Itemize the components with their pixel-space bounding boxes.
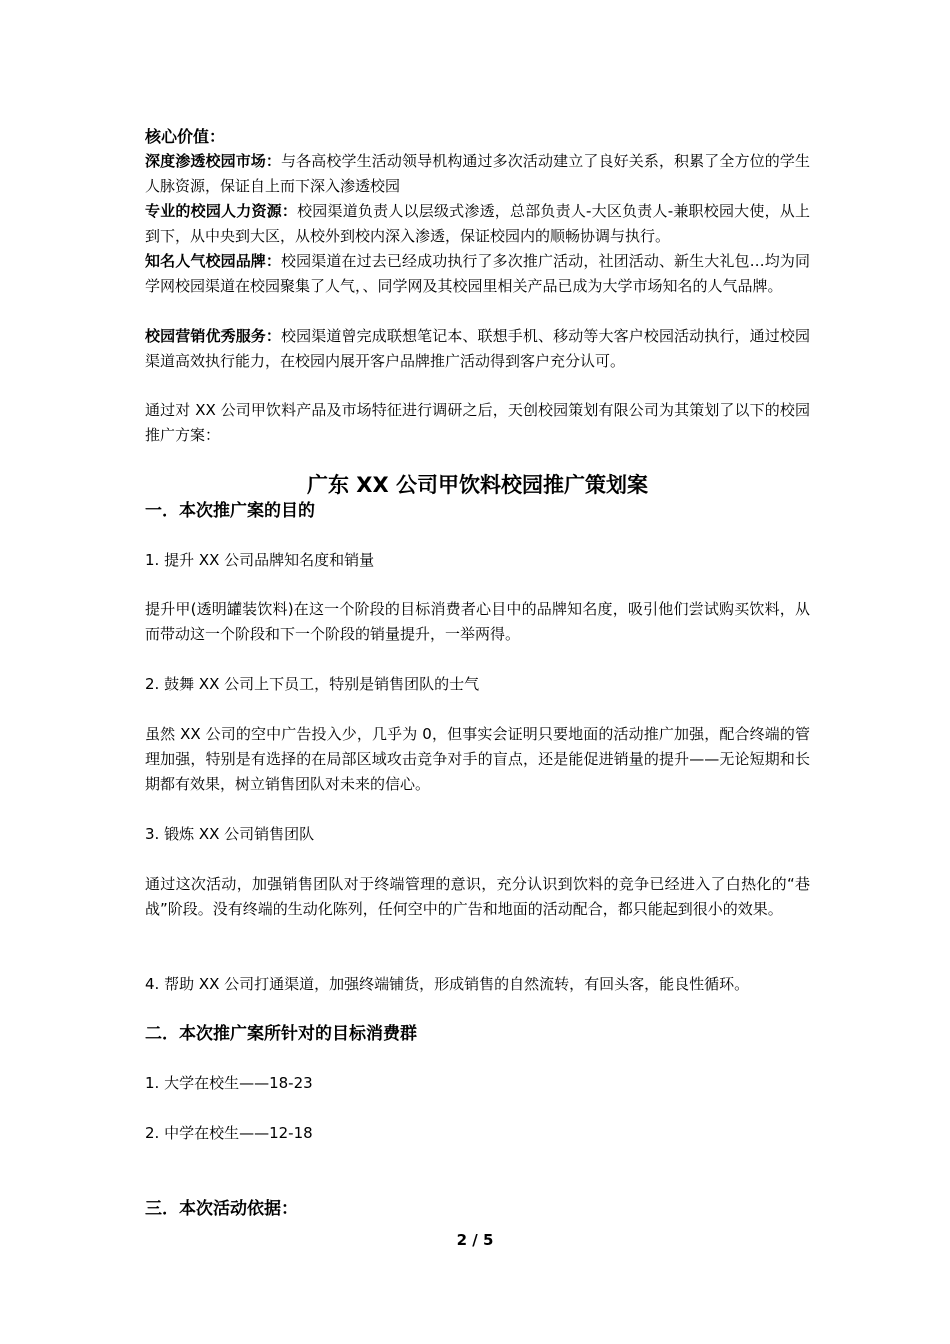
intro-paragraph: 通过对 XX 公司甲饮料产品及市场特征进行调研之后，天创校园策划有限公司为其策划了以下的校园推广方案： (145, 401, 810, 444)
section1-item4: 4. 帮助 XX 公司打通渠道，加强终端铺货，形成销售的自然流转，有回头客，能良性循环。 (145, 975, 750, 993)
page-number: 2 / 5 (456, 1231, 494, 1249)
core-item-text: 校园渠道曾完成联想笔记本、联想手机、移动等大客户校园活动执行，通过校园渠道高效执行能力，在校园内展开客户品牌推广活动得到客户充分认可。 (145, 327, 810, 370)
core-item-text: 校园渠道在过去已经成功执行了多次推广活动，社团活动、新生大礼包…均为同学网校园渠道在校园聚集了人气，、同学网及其校园里相关产品已成为大学市场知名的人气品牌。 (145, 252, 810, 295)
document-title: 广东 XX 公司甲饮料校园推广策划案 (306, 473, 648, 497)
core-item-label: 校园营销优秀服务： (145, 327, 282, 345)
core-item-label: 知名人气校园品牌： (145, 252, 282, 270)
section1-para3: 通过这次活动，加强销售团队对于终端管理的意识，充分认识到饮料的竞争已经进入了白热化的“巷战”阶段。没有终端的生动化陈列，任何空中的广告和地面的活动配合，都只能起到很小的效果。 (145, 875, 810, 918)
section2-item1: 1. 大学在校生——18-23 (145, 1074, 313, 1092)
section1-heading: 一．本次推广案的目的 (145, 501, 315, 521)
section3-heading: 三．本次活动依据： (145, 1199, 298, 1219)
core-item-market (145, 149, 810, 199)
core-item-hr (145, 199, 810, 249)
section1-para1: 提升甲(透明罐装饮料)在这一个阶段的目标消费者心目中的品牌知名度，吸引他们尝试购买饮料，从而带动这一个阶段和下一个阶段的销量提升，一举两得。 (145, 600, 810, 643)
core-item-text: 与各高校学生活动领导机构通过多次活动建立了良好关系，积累了全方位的学生人脉资源，保证自上而下深入渗透校园 (145, 152, 810, 195)
section1-item3: 3. 锻炼 XX 公司销售团队 (145, 825, 315, 843)
core-item-label: 深度渗透校园市场： (145, 152, 282, 170)
core-item-label: 专业的校园人力资源： (145, 202, 298, 220)
core-value-heading: 核心价值： (145, 127, 226, 146)
section2-heading: 二．本次推广案所针对的目标消费群 (145, 1024, 417, 1044)
core-item-text: 校园渠道负责人以层级式渗透，总部负责人-大区负责人-兼职校园大使，从上到下，从中央到大区，从校外到校内深入渗透，保证校园内的顺畅协调与执行。 (145, 202, 810, 245)
core-item-service (145, 324, 810, 374)
section1-item2: 2. 鼓舞 XX 公司上下员工，特别是销售团队的士气 (145, 675, 480, 693)
core-item-brand (145, 249, 810, 299)
section1-para2: 虽然 XX 公司的空中广告投入少，几乎为 0，但事实会证明只要地面的活动推广加强，配合终端的管理加强，特别是有选择的在局部区域攻击竞争对手的盲点，还是能促进销量的提升——无论短期和长期都有效果，树立销售团队对未来的信心。 (145, 725, 810, 793)
section1-item1: 1. 提升 XX 公司品牌知名度和销量 (145, 551, 375, 569)
section2-item2: 2. 中学在校生——12-18 (145, 1124, 313, 1142)
